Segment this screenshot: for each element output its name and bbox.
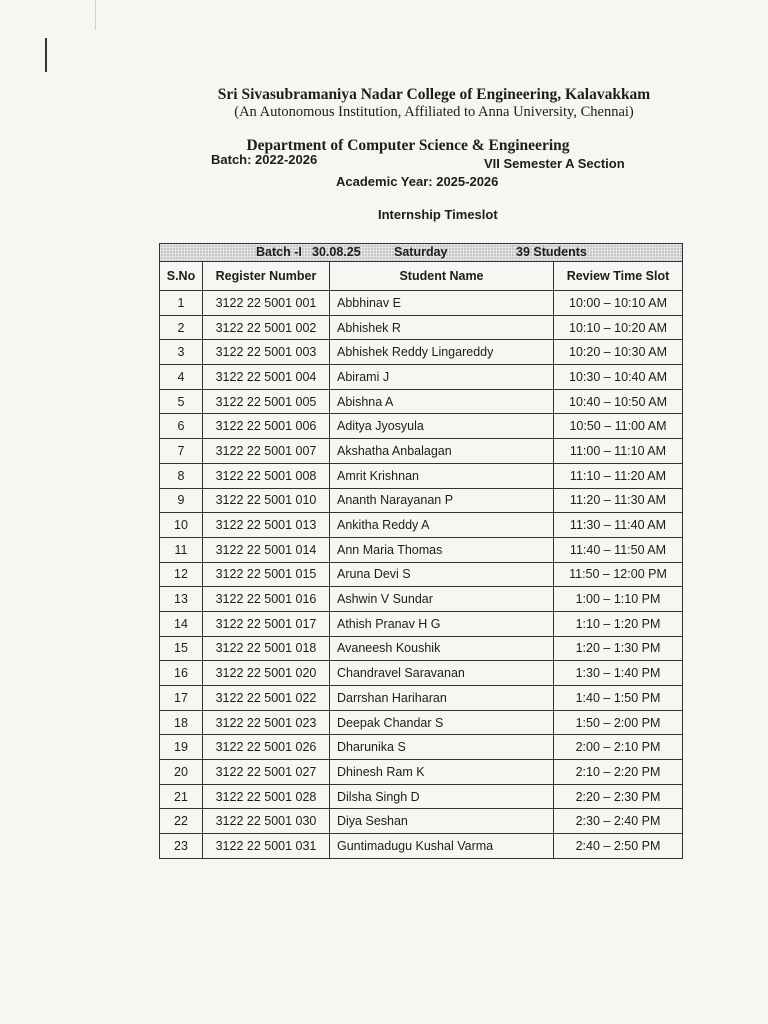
document-title: Internship Timeslot bbox=[378, 207, 498, 222]
cell-register-number: 3122 22 5001 031 bbox=[203, 834, 330, 859]
cell-sno: 6 bbox=[160, 414, 203, 439]
table-row bbox=[160, 488, 683, 513]
cell-sno: 23 bbox=[160, 834, 203, 859]
table-row bbox=[160, 686, 683, 711]
table-row bbox=[160, 784, 683, 809]
batch-info-row bbox=[160, 244, 683, 262]
batch-day: Saturday bbox=[394, 245, 448, 259]
table-row bbox=[160, 340, 683, 365]
cell-time-slot: 10:40 – 10:50 AM bbox=[554, 389, 683, 414]
cell-register-number: 3122 22 5001 017 bbox=[203, 611, 330, 636]
table-row bbox=[160, 809, 683, 834]
column-header-sno: S.No bbox=[160, 262, 203, 291]
cell-register-number: 3122 22 5001 004 bbox=[203, 365, 330, 390]
table-row bbox=[160, 562, 683, 587]
scan-artifact-faint bbox=[95, 0, 96, 30]
column-header-time-slot: Review Time Slot bbox=[554, 262, 683, 291]
scan-artifact-mark bbox=[45, 38, 47, 72]
cell-register-number: 3122 22 5001 030 bbox=[203, 809, 330, 834]
cell-sno: 14 bbox=[160, 611, 203, 636]
table-row bbox=[160, 365, 683, 390]
cell-time-slot: 11:30 – 11:40 AM bbox=[554, 513, 683, 538]
cell-sno: 8 bbox=[160, 463, 203, 488]
cell-time-slot: 2:10 – 2:20 PM bbox=[554, 760, 683, 785]
cell-register-number: 3122 22 5001 010 bbox=[203, 488, 330, 513]
timeslot-table bbox=[159, 243, 683, 859]
cell-register-number: 3122 22 5001 008 bbox=[203, 463, 330, 488]
cell-register-number: 3122 22 5001 027 bbox=[203, 760, 330, 785]
cell-sno: 12 bbox=[160, 562, 203, 587]
cell-student-name: Abishna A bbox=[330, 389, 554, 414]
cell-student-name: Akshatha Anbalagan bbox=[330, 439, 554, 464]
department-name: Department of Computer Science & Engineering bbox=[246, 137, 570, 154]
cell-sno: 22 bbox=[160, 809, 203, 834]
batch-student-count: 39 Students bbox=[516, 245, 587, 259]
cell-student-name: Darrshan Hariharan bbox=[330, 686, 554, 711]
semester-section: VII Semester A Section bbox=[484, 156, 625, 171]
cell-sno: 9 bbox=[160, 488, 203, 513]
academic-year: Academic Year: 2025-2026 bbox=[336, 174, 499, 189]
batch-info-cell bbox=[160, 244, 683, 262]
cell-sno: 21 bbox=[160, 784, 203, 809]
cell-time-slot: 11:50 – 12:00 PM bbox=[554, 562, 683, 587]
cell-register-number: 3122 22 5001 022 bbox=[203, 686, 330, 711]
cell-register-number: 3122 22 5001 018 bbox=[203, 636, 330, 661]
table-row bbox=[160, 513, 683, 538]
cell-sno: 4 bbox=[160, 365, 203, 390]
cell-student-name: Ann Maria Thomas bbox=[330, 537, 554, 562]
timeslot-table-wrapper bbox=[159, 243, 683, 859]
cell-student-name: Abhishek Reddy Lingareddy bbox=[330, 340, 554, 365]
cell-time-slot: 10:20 – 10:30 AM bbox=[554, 340, 683, 365]
table-row bbox=[160, 587, 683, 612]
table-body bbox=[160, 291, 683, 859]
table-row bbox=[160, 611, 683, 636]
cell-sno: 10 bbox=[160, 513, 203, 538]
cell-student-name: Ankitha Reddy A bbox=[330, 513, 554, 538]
cell-time-slot: 1:40 – 1:50 PM bbox=[554, 686, 683, 711]
cell-sno: 3 bbox=[160, 340, 203, 365]
table-row bbox=[160, 439, 683, 464]
cell-register-number: 3122 22 5001 016 bbox=[203, 587, 330, 612]
cell-register-number: 3122 22 5001 001 bbox=[203, 291, 330, 316]
cell-register-number: 3122 22 5001 023 bbox=[203, 710, 330, 735]
cell-student-name: Ananth Narayanan P bbox=[330, 488, 554, 513]
column-header-register-number: Register Number bbox=[203, 262, 330, 291]
cell-time-slot: 1:10 – 1:20 PM bbox=[554, 611, 683, 636]
cell-time-slot: 10:50 – 11:00 AM bbox=[554, 414, 683, 439]
table-row bbox=[160, 315, 683, 340]
table-row bbox=[160, 661, 683, 686]
cell-student-name: Diya Seshan bbox=[330, 809, 554, 834]
cell-time-slot: 2:30 – 2:40 PM bbox=[554, 809, 683, 834]
college-name: Sri Sivasubramaniya Nadar College of Engineering, Kalavakkam bbox=[217, 86, 651, 103]
cell-student-name: Chandravel Saravanan bbox=[330, 661, 554, 686]
batch-date: 30.08.25 bbox=[312, 245, 361, 259]
cell-time-slot: 10:30 – 10:40 AM bbox=[554, 365, 683, 390]
cell-register-number: 3122 22 5001 002 bbox=[203, 315, 330, 340]
cell-register-number: 3122 22 5001 003 bbox=[203, 340, 330, 365]
cell-student-name: Avaneesh Koushik bbox=[330, 636, 554, 661]
table-row bbox=[160, 537, 683, 562]
cell-time-slot: 1:00 – 1:10 PM bbox=[554, 587, 683, 612]
cell-sno: 2 bbox=[160, 315, 203, 340]
table-row bbox=[160, 414, 683, 439]
cell-student-name: Abirami J bbox=[330, 365, 554, 390]
cell-sno: 15 bbox=[160, 636, 203, 661]
cell-student-name: Amrit Krishnan bbox=[330, 463, 554, 488]
batch-label: Batch -I bbox=[256, 245, 302, 259]
cell-time-slot: 2:00 – 2:10 PM bbox=[554, 735, 683, 760]
cell-student-name: Dilsha Singh D bbox=[330, 784, 554, 809]
cell-register-number: 3122 22 5001 005 bbox=[203, 389, 330, 414]
table-row bbox=[160, 463, 683, 488]
column-header-student-name: Student Name bbox=[330, 262, 554, 291]
cell-sno: 19 bbox=[160, 735, 203, 760]
cell-register-number: 3122 22 5001 013 bbox=[203, 513, 330, 538]
cell-student-name: Dharunika S bbox=[330, 735, 554, 760]
cell-sno: 20 bbox=[160, 760, 203, 785]
cell-student-name: Aditya Jyosyula bbox=[330, 414, 554, 439]
cell-student-name: Deepak Chandar S bbox=[330, 710, 554, 735]
table-row bbox=[160, 636, 683, 661]
cell-time-slot: 10:00 – 10:10 AM bbox=[554, 291, 683, 316]
cell-register-number: 3122 22 5001 020 bbox=[203, 661, 330, 686]
cell-register-number: 3122 22 5001 015 bbox=[203, 562, 330, 587]
cell-sno: 17 bbox=[160, 686, 203, 711]
cell-register-number: 3122 22 5001 014 bbox=[203, 537, 330, 562]
cell-student-name: Ashwin V Sundar bbox=[330, 587, 554, 612]
cell-student-name: Abbhinav E bbox=[330, 291, 554, 316]
cell-register-number: 3122 22 5001 028 bbox=[203, 784, 330, 809]
cell-register-number: 3122 22 5001 026 bbox=[203, 735, 330, 760]
batch-year: Batch: 2022-2026 bbox=[211, 152, 318, 167]
table-row bbox=[160, 735, 683, 760]
cell-sno: 16 bbox=[160, 661, 203, 686]
cell-sno: 7 bbox=[160, 439, 203, 464]
column-header-row bbox=[160, 262, 683, 291]
table-row bbox=[160, 710, 683, 735]
cell-time-slot: 2:20 – 2:30 PM bbox=[554, 784, 683, 809]
cell-register-number: 3122 22 5001 006 bbox=[203, 414, 330, 439]
table-row bbox=[160, 291, 683, 316]
table-row bbox=[160, 834, 683, 859]
cell-sno: 18 bbox=[160, 710, 203, 735]
cell-time-slot: 1:20 – 1:30 PM bbox=[554, 636, 683, 661]
cell-time-slot: 1:30 – 1:40 PM bbox=[554, 661, 683, 686]
college-subtitle: (An Autonomous Institution, Affiliated to Anna University, Chennai) bbox=[234, 104, 634, 120]
cell-time-slot: 11:10 – 11:20 AM bbox=[554, 463, 683, 488]
cell-student-name: Aruna Devi S bbox=[330, 562, 554, 587]
cell-student-name: Dhinesh Ram K bbox=[330, 760, 554, 785]
cell-time-slot: 11:00 – 11:10 AM bbox=[554, 439, 683, 464]
table-row bbox=[160, 389, 683, 414]
cell-student-name: Abhishek R bbox=[330, 315, 554, 340]
cell-sno: 13 bbox=[160, 587, 203, 612]
cell-register-number: 3122 22 5001 007 bbox=[203, 439, 330, 464]
cell-sno: 11 bbox=[160, 537, 203, 562]
cell-time-slot: 1:50 – 2:00 PM bbox=[554, 710, 683, 735]
cell-time-slot: 10:10 – 10:20 AM bbox=[554, 315, 683, 340]
cell-student-name: Guntimadugu Kushal Varma bbox=[330, 834, 554, 859]
table-row bbox=[160, 760, 683, 785]
cell-time-slot: 2:40 – 2:50 PM bbox=[554, 834, 683, 859]
cell-time-slot: 11:40 – 11:50 AM bbox=[554, 537, 683, 562]
cell-student-name: Athish Pranav H G bbox=[330, 611, 554, 636]
cell-sno: 5 bbox=[160, 389, 203, 414]
cell-time-slot: 11:20 – 11:30 AM bbox=[554, 488, 683, 513]
cell-sno: 1 bbox=[160, 291, 203, 316]
